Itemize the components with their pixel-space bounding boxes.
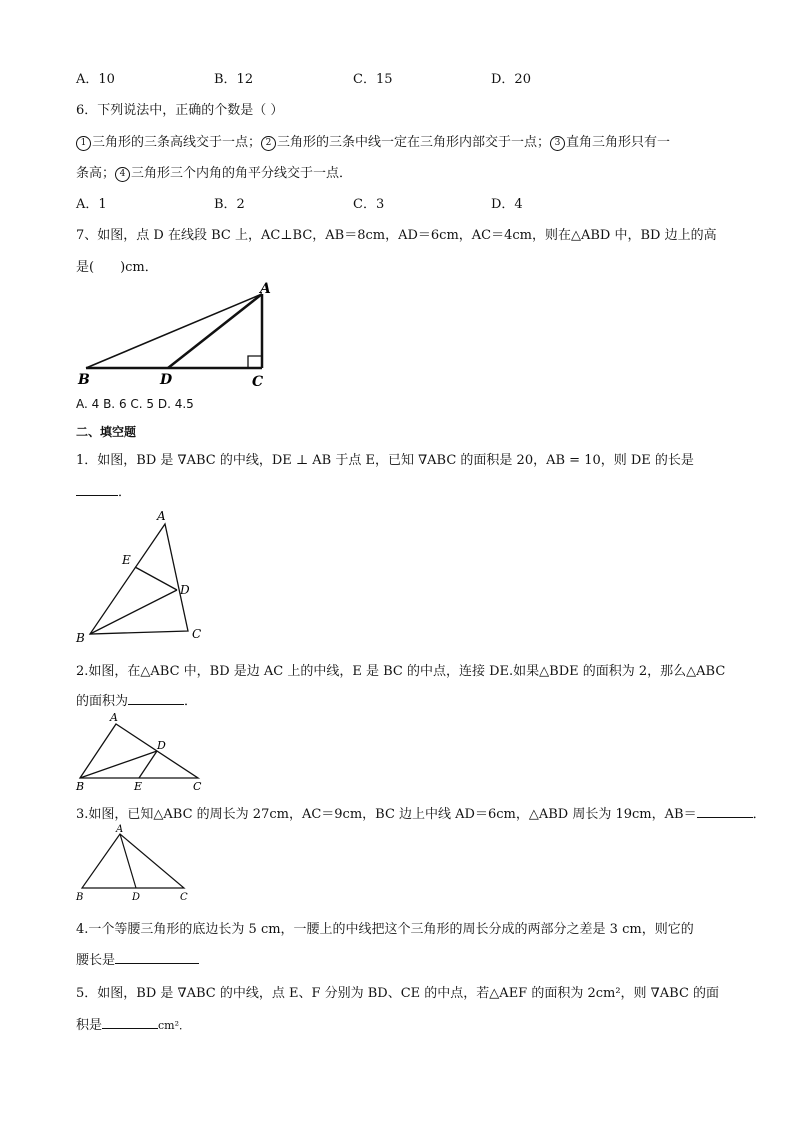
q7-label-b: B (78, 372, 90, 388)
f2-label-e: E (134, 780, 143, 793)
circled-3-icon: 3 (550, 136, 565, 151)
q6-statement-3: 直角三角形只有一 (566, 135, 671, 150)
f2-answer-blank[interactable] (128, 690, 184, 705)
f2-label-a: A (110, 711, 118, 724)
f2-label-c: C (193, 780, 202, 793)
f5-unit: cm²． (158, 1019, 191, 1032)
f2-label-b: B (76, 780, 85, 793)
f5-stem-line2 (76, 1014, 190, 1033)
q6-option-c: C．3 (353, 197, 385, 212)
f1-end: ． (118, 485, 132, 500)
circled-2-icon: 2 (261, 136, 276, 151)
q7-unit: )cm． (120, 260, 158, 275)
f1-answer-blank[interactable] (76, 481, 118, 496)
q7-label-d: D (160, 372, 173, 388)
f1-label-c: C (192, 627, 202, 641)
q6-statement-1: 三角形的三条高线交于一点； (92, 135, 262, 150)
q6-stem: 6．下列说法中，正确的个数是（ ） (76, 103, 284, 118)
q5-option-c: C．15 (353, 72, 393, 87)
q5-option-a: A．10 (76, 72, 115, 87)
f3-label-b: B (76, 892, 84, 903)
f5-stem: 5．如图，BD 是 ∇ABC 的中线，点 E、F 分别为 BD、CE 的中点，若△AEF 的面积为 2cm²，则 ∇ABC 的面 (76, 986, 720, 1001)
q6-statement-2: 三角形的三条中线一定在三角形内部交于一点； (277, 135, 551, 150)
q6-statement-4: 三角形三个内角的角平分线交于一点． (131, 166, 353, 181)
f4-answer-blank[interactable] (115, 949, 199, 964)
q7-options: A. 4 B. 6 C. 5 D. 4.5 (76, 397, 194, 411)
q7-stem-line2 (76, 256, 158, 275)
f1-label-e: E (122, 553, 131, 567)
section-fill-blank-heading: 二、填空题 (76, 425, 137, 439)
f1-label-a: A (157, 509, 166, 523)
f3-figure (76, 822, 206, 904)
f3-end: ． (752, 807, 766, 822)
q7-label-c: C (252, 374, 264, 390)
f4-stem: 4.一个等腰三角形的底边长为 5 cm，一腰上的中线把这个三角形的周长分成的两部分之差是 3 cm，则它的 (76, 922, 694, 937)
q6-statements-line2 (76, 162, 352, 182)
f1-stem: 1．如图，BD 是 ∇ABC 的中线，DE ⊥ AB 于点 E，已知 ∇ABC 的面积是 20，AB = 10，则 DE 的长是 (76, 453, 694, 468)
f3-answer-blank[interactable] (697, 803, 753, 818)
f1-figure (76, 508, 216, 643)
f3-label-c: C (180, 892, 188, 903)
f4-stem-cont: 腰长是 (76, 953, 116, 968)
q6-statements-line1 (76, 131, 670, 151)
circled-4-icon: 4 (115, 167, 130, 182)
f5-stem-cont: 积是 (76, 1018, 103, 1033)
q6-option-b: B．2 (214, 197, 245, 212)
q7-stem: 7、如图，点 D 在线段 BC 上，AC⊥BC，AB＝8cm，AD＝6cm，AC＝4cm，则在△ABD 中，BD 边上的高 (76, 228, 717, 243)
q7-figure (76, 280, 286, 390)
q6-option-a: A．1 (76, 197, 107, 212)
f2-stem-line2 (76, 690, 197, 709)
f3-label-d: D (132, 892, 141, 903)
q6-options (76, 193, 676, 211)
f3-label-a: A (116, 824, 124, 835)
q5-option-b: B．12 (214, 72, 254, 87)
q5-option-d: D．20 (491, 72, 531, 87)
q6-option-d: D．4 (491, 197, 523, 212)
q7-label-a: A (260, 281, 271, 297)
f2-figure (76, 710, 206, 793)
f1-label-d: D (180, 583, 190, 597)
f1-label-b: B (76, 631, 85, 645)
f2-stem: 2.如图，在△ABC 中，BD 是边 AC 上的中线，E 是 BC 的中点，连接 DE.如果△BDE 的面积为 2，那么△ABC (76, 664, 726, 679)
q7-paren-open: 是( (76, 260, 95, 275)
f2-end: ． (184, 694, 198, 709)
f3-stem-text: 3.如图，已知△ABC 的周长为 27cm，AC＝9cm，BC 边上中线 AD＝6cm，△ABD 周长为 19cm，AB＝ (76, 807, 697, 822)
circled-1-icon: 1 (76, 136, 91, 151)
f1-answer-line (76, 481, 131, 500)
q6-statement-3-cont: 条高； (76, 166, 116, 181)
f3-stem (76, 803, 766, 822)
f2-stem-cont: 的面积为 (76, 694, 129, 709)
f5-answer-blank[interactable] (102, 1014, 158, 1029)
f2-label-d: D (157, 739, 166, 752)
q5-options (76, 68, 676, 86)
f4-stem-line2 (76, 949, 199, 968)
